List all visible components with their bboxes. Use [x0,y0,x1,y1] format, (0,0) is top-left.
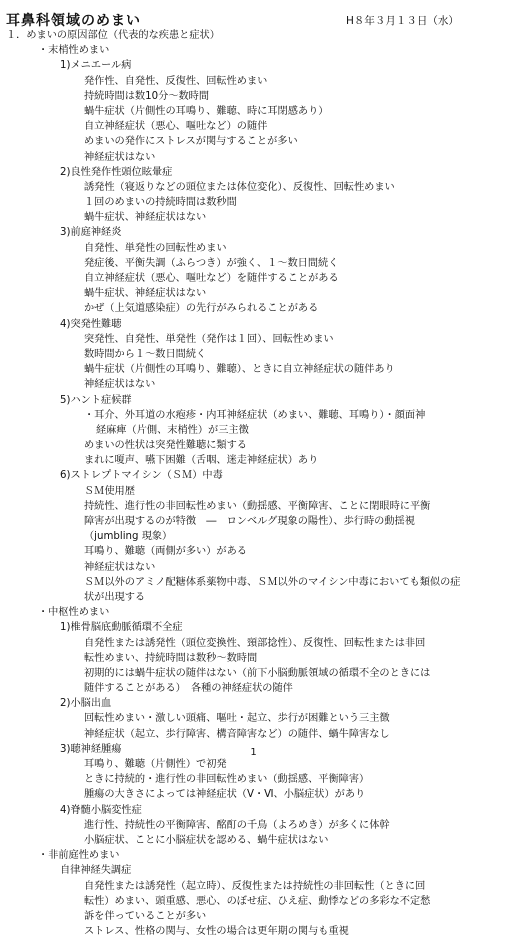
document-line: 自律神経失調症 [60,865,132,877]
document-line: 随伴することがある） 各種の神経症状の随伴 [84,683,293,695]
document-line: 神経症状はない [84,151,156,163]
document-line: 神経症状（起立、歩行障害、構音障害など）の随伴、蝸牛障害なし [84,728,390,740]
document-line: 自立神経症状（悪心、嘔吐など）を随伴することがある [84,273,339,284]
document-line: 回転性めまい・激しい頭痛、嘔吐・起立、歩行が困難という三主徴 [84,713,390,725]
document-line: まれに嗄声、嚥下困難（舌咽、迷走神経症状）あり [84,455,319,467]
document-line: 4)脊髄小脳変性症 [60,804,142,816]
document-line: 耳鳴り、難聴（両側が多い）がある [84,546,247,558]
document-line: 進行性、持続性の平衡障害、酩酊の千鳥（よろめき）が多くに体幹 [84,819,390,831]
document-body [0,28,507,939]
document-line: 蝸牛症状、神経症状はない [84,212,207,224]
document-line: 5)ハント症候群 [60,394,132,406]
document-line: 発症後、平衡失調（ふらつき）が強く、１～数日間続く [84,257,339,269]
document-line: 2)小脳出血 [60,698,112,710]
document-line: 3)前庭神経炎 [60,227,122,239]
document-line: 自発性、単発性の回転性めまい [84,242,227,254]
document-line: 障害が出現するのが特徴 ― ロンベルグ現象の陽性）、歩行時の動揺視 [84,516,415,527]
document-line: 神経症状はない [84,379,156,391]
document-line: ＳＭ以外のアミノ配糖体系薬物中毒、ＳＭ以外のマイシン中毒においても類似の症 [84,576,461,588]
document-line: 誘発性（寝返りなどの頭位または体位変化）、反復性、回転性めまい [84,181,395,193]
document-line: めまいの性状は突発性難聴に類する [84,440,247,452]
document-line: 発作性、自発性、反復性、回転性めまい [84,75,268,87]
document-line: めまいの発作にストレスが関与することが多い [84,136,298,148]
document-line: 1)メニエール病 [60,60,132,72]
document-line: ときに持続的・進行性の非回転性めまい（動揺感、平衡障害） [84,774,370,786]
document-line: 蝸牛症状、神経症状はない [84,288,207,300]
document-line: 耳鳴り、難聴（片側性）で初発 [84,759,227,770]
document-line: ・中枢性めまい [38,607,110,619]
document-line: かぜ（上気道感染症）の先行がみられることがある [84,303,319,315]
document-line: ・非前庭性めまい [38,850,120,862]
document-line: 状が出現する [84,591,146,603]
document-line: １回のめまいの持続時間は数秒間 [84,197,237,209]
document-line: 自発性または誘発性（頭位変換性、頸部捻性）、反復性、回転性または非回 [84,637,426,649]
document-line: ＳＭ使用歴 [84,485,135,497]
document-line: 蝸牛症状（片側性の耳鳴り、難聴）、ときに自立神経症状の随伴あり [84,364,395,376]
document-line: 突発性、自発性、単発性（発作は１回）、回転性めまい [84,333,334,345]
document-line: 蝸牛症状（片側性の耳鳴り、難聴、時に耳閉感あり） [84,105,329,117]
document-line: 持続性、進行性の非回転性めまい（動揺感、平衡障害、ことに閉眼時に平衡 [84,500,431,512]
document-line: 小脳症状、ことに小脳症状を認める、蝸牛症状はない [84,834,329,846]
document-line: 4)突発性難聴 [60,318,122,330]
document-line: 神経症状はない [84,561,156,573]
document-line: ・耳介、外耳道の水疱疹・内耳神経症状（めまい、難聴、耳鳴り）・顔面神 [84,409,426,421]
document-line: 訴を伴っていることが多い [84,910,207,922]
document-line: 6)ストレプトマイシン（ＳＭ）中毒 [60,470,223,482]
document-line: 3)聴神経腫瘍 [60,743,122,755]
document-line: 持続時間は数10分～数時間 [84,90,210,102]
document-line: 自立神経症状（悪心、嘔吐など）の随伴 [84,121,268,133]
document-line: 転性）めまい、頭重感、悪心、のぼせ症、ひえ症、動悸などの多彩な不定愁 [84,895,431,907]
document-line: 腫瘍の大きさによっては神経症状（Ⅴ・Ⅵ、小脳症状）があり [84,789,366,801]
document-line: 1)椎骨脳底動脈循環不全症 [60,622,183,634]
document-line: １．めまいの原因部位（代表的な疾患と症状） [6,30,220,41]
document-line: 数時間から１～数日間続く [84,348,207,360]
document-line: ・末梢性めまい [38,45,110,57]
document-line: （jumbling 現象） [84,531,173,543]
document-line: 経麻痺（片側、末梢性）が三主徴 [96,424,249,436]
document-date: H８年３月１３日（水） [346,15,459,27]
document-line: 2)良性発作性頭位眩暈症 [60,166,173,178]
document-line: 初期的には蝸牛症状の随伴はない（前下小脳動脈領域の循環不全のときには [84,667,431,679]
page-number: 1 [250,747,257,758]
document-line: ストレス、性格の関与、女性の場合は更年期の関与も重視 [84,926,349,938]
document-line: 自発性または誘発性（起立時）、反復性または持続性の非回転性（ときに回 [84,880,426,892]
document-title: 耳鼻科領域のめまい [6,13,141,29]
document-line: 転性めまい、持続時間は数秒～数時間 [84,652,258,664]
